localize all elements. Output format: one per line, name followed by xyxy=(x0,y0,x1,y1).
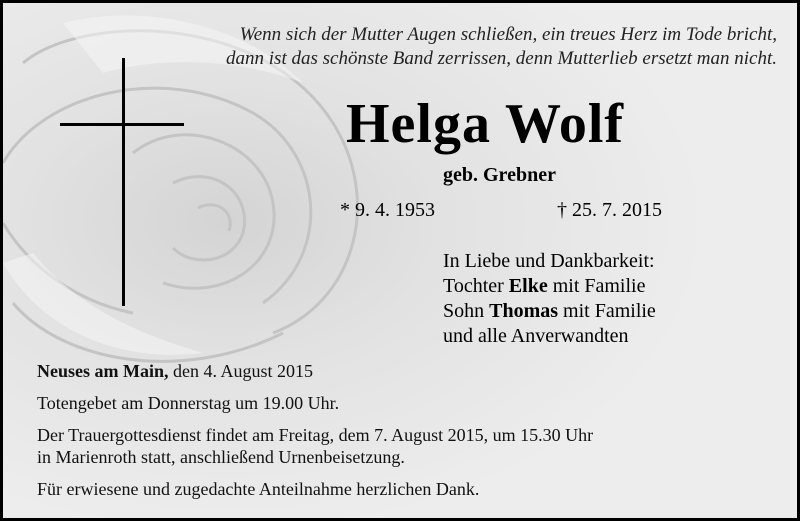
prayer-info: Totengebet am Donnerstag um 19.00 Uhr. xyxy=(37,393,340,413)
mourner-line xyxy=(443,274,656,299)
maiden-name: geb. Grebner xyxy=(443,164,556,186)
service-info xyxy=(37,424,593,468)
poem-line: Wenn sich der Mutter Augen schließen, ein treues Herz im Tode bricht, xyxy=(239,24,777,45)
mourner-suffix: mit Familie xyxy=(547,275,646,297)
mourner-relation: Tochter xyxy=(443,275,509,297)
thanks-text: Für erwiesene und zugedachte Anteilnahme herzlichen Dank. xyxy=(37,479,480,499)
place-date xyxy=(37,360,593,382)
mourner-line xyxy=(443,299,656,324)
deceased-name: Helga Wolf xyxy=(346,93,625,155)
notice-footer xyxy=(37,360,593,510)
mourner-relation: Sohn xyxy=(443,300,490,322)
mourners-intro: In Liebe und Dankbarkeit: xyxy=(443,250,655,272)
mourner-suffix: mit Familie xyxy=(558,300,656,322)
service-line: in Marienroth statt, anschließend Urnenbeisetzung. xyxy=(37,447,405,467)
birth-date: * 9. 4. 1953 xyxy=(340,199,435,221)
place: Neuses am Main, xyxy=(37,361,169,381)
cross-icon-vertical xyxy=(122,58,125,306)
service-line: Der Trauergottesdienst findet am Freitag, dem 7. August 2015, um 15.30 Uhr xyxy=(37,425,594,445)
mourners-list xyxy=(443,249,656,349)
cross-icon-horizontal xyxy=(60,123,184,126)
notice-date: den 4. August 2015 xyxy=(168,361,314,381)
mourner-name: Thomas xyxy=(489,300,559,322)
poem-line: dann ist das schönste Band zerrissen, denn Mutterlieb ersetzt man nicht. xyxy=(226,48,777,69)
death-date: † 25. 7. 2015 xyxy=(557,199,662,221)
mourner-name: Elke xyxy=(508,275,548,297)
memorial-poem xyxy=(226,23,777,71)
mourner-line: und alle Anverwandten xyxy=(443,325,629,347)
